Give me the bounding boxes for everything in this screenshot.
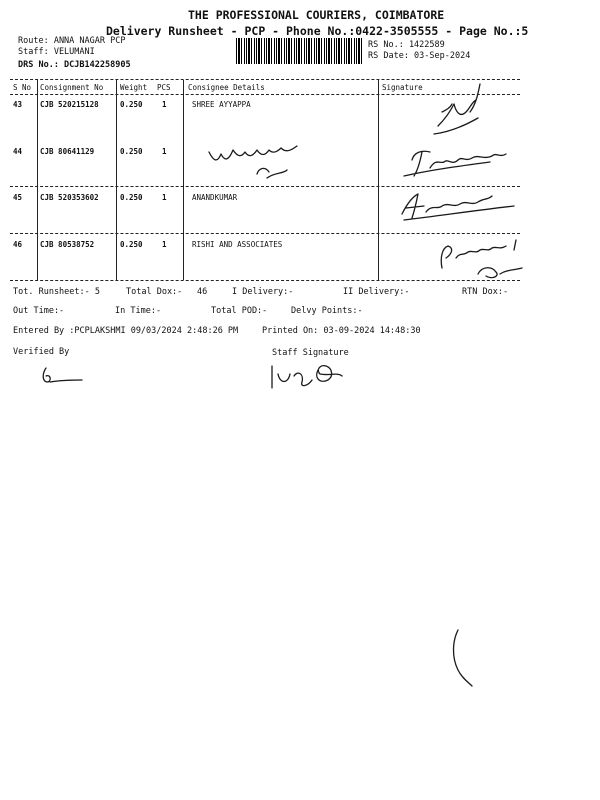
row-pcs: 1 [162, 100, 167, 109]
staff-signature-label: Staff Signature [272, 348, 349, 358]
column-divider [116, 80, 117, 280]
staff-label: Staff: VELUMANI [18, 47, 95, 57]
delvy-points: Delvy Points:- [291, 306, 363, 316]
rs-number: RS No.: 1422589 [368, 40, 445, 50]
header-sno: S No [13, 83, 32, 92]
row-sno: 43 [13, 100, 23, 109]
row-consignee: SHREE AYYAPPA [192, 100, 251, 109]
row-sno: 44 [13, 147, 23, 156]
row-consignment: CJB 80641129 [40, 147, 95, 156]
row-consignment: CJB 520215128 [40, 100, 99, 109]
verified-by-signature [38, 364, 88, 388]
row-consignee: ANANDKUMAR [192, 193, 238, 202]
table-top-rule [10, 79, 520, 80]
out-time: Out Time:- [13, 306, 65, 316]
entered-by: Entered By :PCPLAKSHMI 09/03/2024 2:48:26 PM [13, 326, 239, 336]
total-pod: Total POD:- [211, 306, 268, 316]
row-consignee: RISHI AND ASSOCIATES [192, 240, 283, 249]
header-signature: Signature [382, 83, 423, 92]
header-consignee: Consignee Details [188, 83, 265, 92]
verified-by-label: Verified By [13, 347, 70, 357]
row-sno: 45 [13, 193, 23, 202]
tot-runsheet: Tot. Runsheet:- 5 [13, 287, 100, 297]
row-weight: 0.250 [120, 100, 143, 109]
i-delivery: I Delivery:- [232, 287, 294, 297]
printed-on: Printed On: 03-09-2024 14:48:30 [262, 326, 421, 336]
column-divider [37, 80, 38, 280]
total-dox-label: Total Dox:- [126, 287, 183, 297]
header-pcs: PCS [157, 83, 171, 92]
in-time: In Time:- [115, 306, 162, 316]
signature-row-44 [400, 140, 520, 185]
staff-signature-mark [268, 360, 358, 392]
rs-date: RS Date: 03-Sep-2024 [368, 51, 471, 61]
row-weight: 0.250 [120, 240, 143, 249]
rtn-dox: RTN Dox:- [462, 287, 509, 297]
signature-row-46 [430, 236, 540, 284]
row-weight: 0.250 [120, 193, 143, 202]
row-weight: 0.250 [120, 147, 143, 156]
row-divider [10, 233, 520, 234]
row-pcs: 1 [162, 193, 167, 202]
row-pcs: 1 [162, 147, 167, 156]
header-weight: Weight [120, 83, 148, 92]
row-pcs: 1 [162, 240, 167, 249]
signature-row-45 [398, 190, 518, 230]
barcode [236, 38, 364, 64]
signature-row-43 [420, 82, 500, 142]
drs-number: DRS No.: DCJB142258905 [18, 60, 131, 70]
stray-pen-mark [448, 628, 478, 688]
handwriting-row-44-consignee [205, 138, 315, 188]
runsheet-subtitle: Delivery Runsheet - PCP - Phone No.:0422-3505555 - Page No.:5 [106, 24, 529, 38]
company-title: THE PROFESSIONAL COURIERS, COIMBATORE [188, 8, 445, 22]
total-dox-value: 46 [197, 287, 208, 297]
header-consignment: Consignment No [40, 83, 104, 92]
column-divider [183, 80, 184, 280]
row-consignment: CJB 80538752 [40, 240, 95, 249]
row-sno: 46 [13, 240, 23, 249]
ii-delivery: II Delivery:- [343, 287, 410, 297]
row-consignment: CJB 520353602 [40, 193, 99, 202]
column-divider [378, 80, 379, 280]
route-label: Route: ANNA NAGAR PCP [18, 36, 126, 46]
